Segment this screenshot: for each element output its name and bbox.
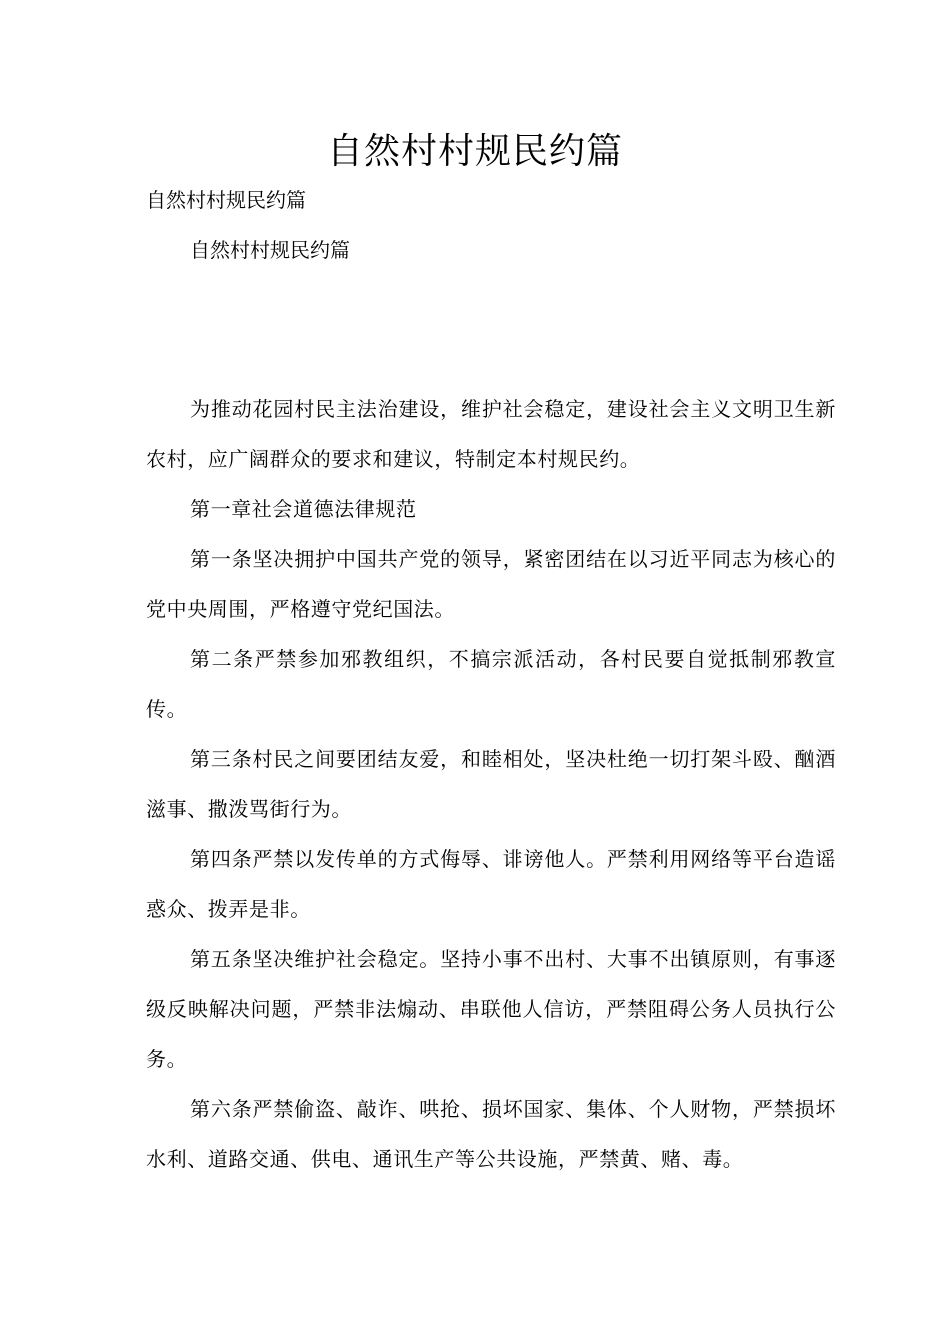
article-paragraph: 第一条坚决拥护中国共产党的领导，紧密团结在以习近平同志为核心的党中央周围，严格遵守党纪国法。 [146,547,836,621]
document-subtitle-indented: 自然村村规民约篇 [190,238,350,262]
chapter-heading: 第一章社会道德法律规范 [190,497,417,521]
document-title: 自然村村规民约篇 [326,131,623,172]
document-body [146,384,836,1184]
article-paragraph: 第六条严禁偷盗、敲诈、哄抢、损坏国家、集体、个人财物，严禁损坏水利、道路交通、供电、通讯生产等公共设施，严禁黄、赌、毒。 [146,1097,836,1171]
article-paragraph: 第二条严禁参加邪教组织，不搞宗派活动，各村民要自觉抵制邪教宣传。 [146,647,836,721]
article-paragraph: 第四条严禁以发传单的方式侮辱、诽谤他人。严禁利用网络等平台造谣惑众、拨弄是非。 [146,847,836,921]
preamble-paragraph: 为推动花园村民主法治建设，维护社会稳定，建设社会主义文明卫生新农村，应广阔群众的要求和建议，特制定本村规民约。 [146,397,836,471]
article-paragraph: 第三条村民之间要团结友爱，和睦相处，坚决杜绝一切打架斗殴、酗酒滋事、撒泼骂街行为。 [146,747,836,821]
document-subtitle: 自然村村规民约篇 [146,188,306,212]
article-paragraph: 第五条坚决维护社会稳定。坚持小事不出村、大事不出镇原则，有事逐级反映解决问题，严禁非法煽动、串联他人信访，严禁阻碍公务人员执行公务。 [146,947,836,1071]
